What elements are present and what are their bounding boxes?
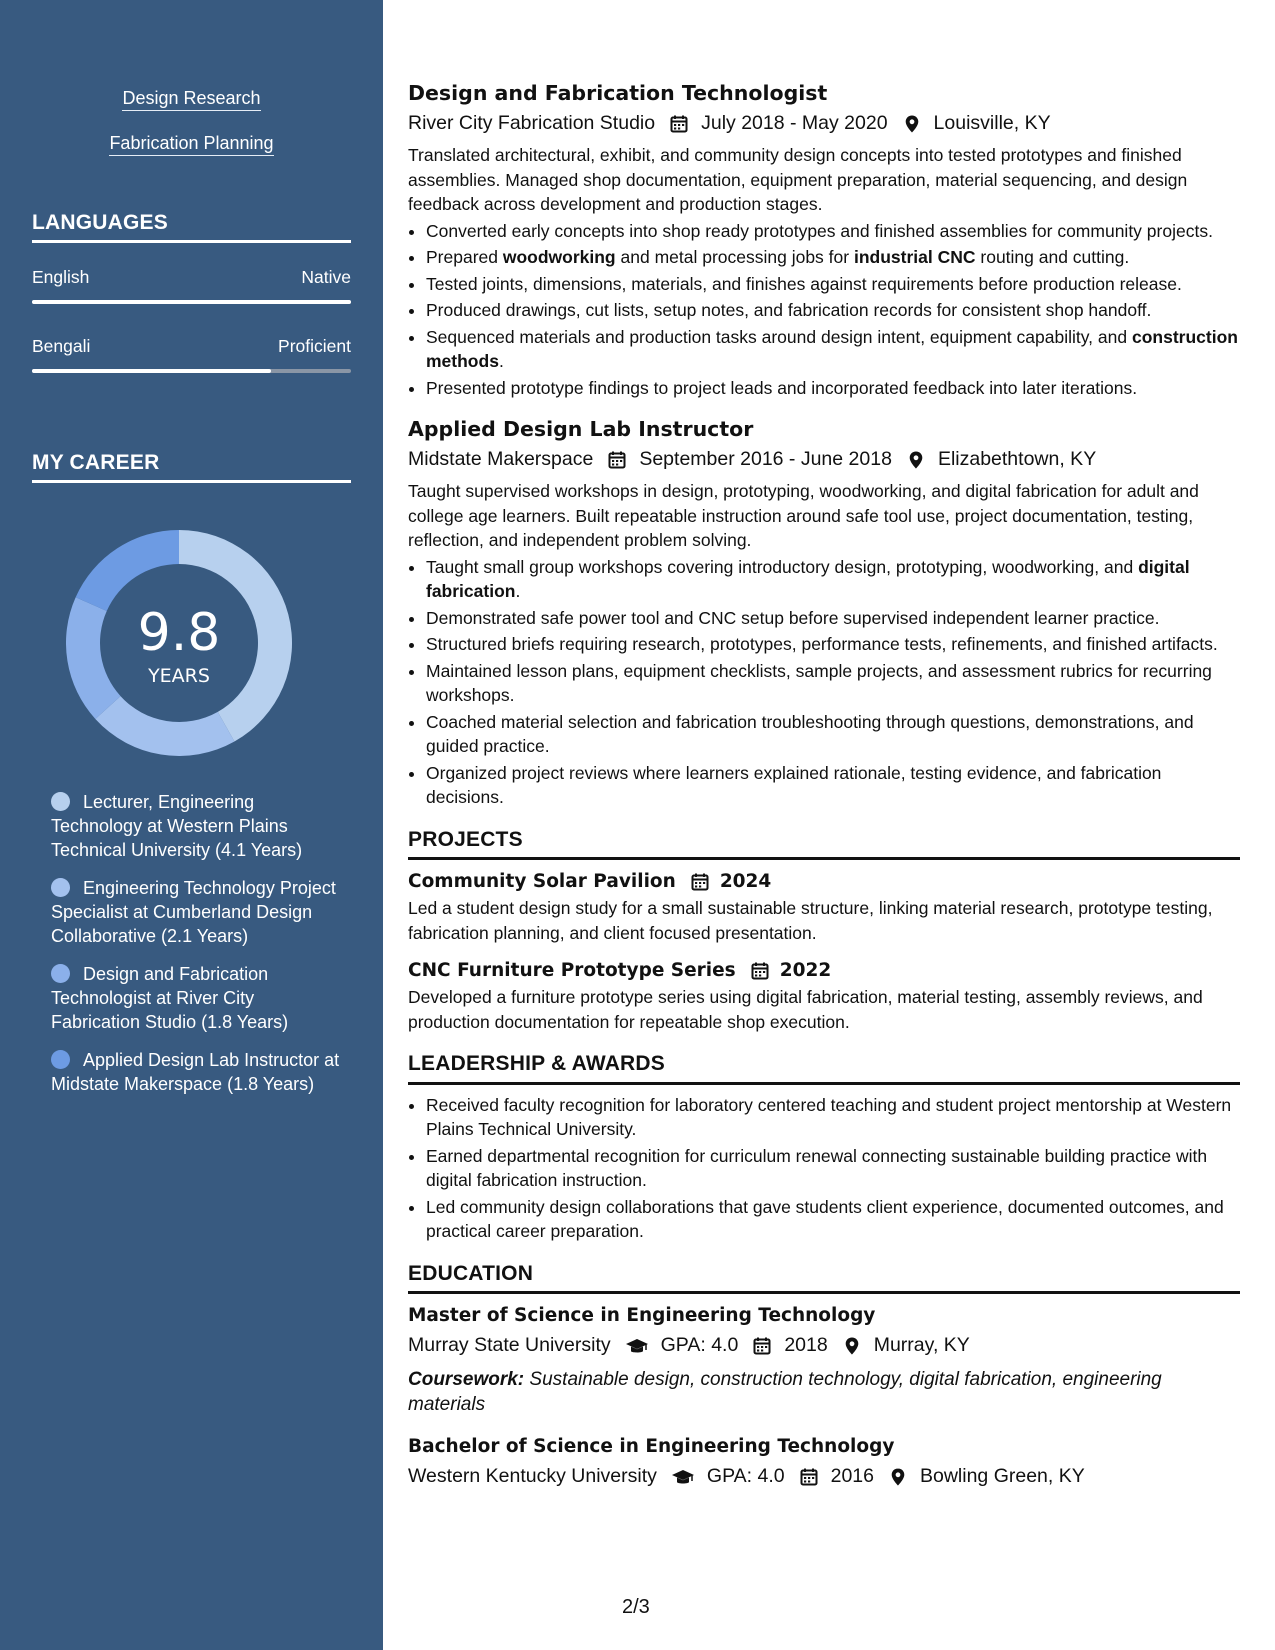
award-item: • Received faculty recognition for laboratory centered teaching and student project mentorship at Western Plains Technical University. xyxy=(426,1093,1240,1142)
job-dates: September 2016 - June 2018 xyxy=(639,448,892,470)
job-bullet xyxy=(426,606,1240,631)
location-pin-icon xyxy=(842,1336,862,1356)
bullet-text: Tested joints, dimensions, materials, and finishes against requirements before production release. xyxy=(426,273,1182,294)
bullet-text: Maintained lesson plans, equipment checklists, sample projects, and assessment rubrics for recurring workshops. xyxy=(426,660,1212,705)
project-description: Developed a furniture prototype series using digital fabrication, material testing, assembly reviews, and production documentation for repeatable shop execution. xyxy=(408,987,1203,1032)
graduation-cap-icon xyxy=(625,1336,649,1356)
language-bar-bengali xyxy=(32,369,351,373)
graduation-cap-icon xyxy=(671,1467,695,1487)
calendar-icon xyxy=(669,114,689,134)
bullet-text: Structured briefs requiring research, prototypes, performance tests, refinements, and finished artifacts. xyxy=(426,634,1218,654)
location-pin-icon xyxy=(902,114,922,134)
job-bullet xyxy=(426,632,1240,657)
education-heading: EDUCATION xyxy=(408,1262,1240,1295)
calendar-icon xyxy=(752,1336,772,1356)
bullet-text: Coached material selection and fabrication troubleshooting through questions, demonstrations, and guided practice. xyxy=(426,711,1194,756)
skill-link-fabrication-planning[interactable]: Fabrication Planning xyxy=(0,133,383,154)
career-years-label: YEARS xyxy=(148,665,210,687)
education-entry xyxy=(408,1433,1240,1492)
graduation-year: 2016 xyxy=(830,1465,874,1487)
job-bullet xyxy=(426,325,1240,374)
job-bullet xyxy=(426,298,1240,323)
bullet-text: Demonstrated safe power tool and CNC setup before supervised independent learner practice. xyxy=(426,607,1160,628)
job-company: Midstate Makerspace xyxy=(408,448,594,470)
career-item xyxy=(51,876,341,948)
bullet-keyword: digital fabrication xyxy=(426,556,1190,601)
awards-list xyxy=(408,1093,1240,1244)
location-pin-icon xyxy=(888,1467,908,1487)
job-company: River City Fabrication Studio xyxy=(408,112,656,134)
career-item xyxy=(51,790,341,862)
award-item: • Earned departmental recognition for curriculum renewal connecting sustainable building practice with digital fabrication instruction. xyxy=(426,1144,1240,1193)
bullet-text: . xyxy=(498,351,504,371)
job-bullet xyxy=(426,219,1240,244)
job-title: Design and Fabrication Technologist xyxy=(408,81,828,105)
job-bullet xyxy=(426,245,1240,270)
education-meta xyxy=(408,1461,1240,1492)
experience-list xyxy=(408,78,1240,810)
project-entry xyxy=(408,868,1240,945)
skill-link-design-research[interactable]: Design Research xyxy=(0,88,383,109)
language-bar-fill xyxy=(32,300,351,304)
career-color-dot xyxy=(51,878,70,897)
school-name: Murray State University xyxy=(408,1334,611,1356)
main-content xyxy=(408,78,1240,1492)
sidebar xyxy=(0,0,383,1650)
career-heading: MY CAREER xyxy=(32,451,351,483)
projects-heading: PROJECTS xyxy=(408,828,1240,861)
project-title: Community Solar Pavilion xyxy=(408,871,676,892)
job-location: Louisville, KY xyxy=(933,112,1051,134)
bullet-keyword: construction methods xyxy=(426,326,1238,371)
bullet-text: . xyxy=(515,581,521,601)
job-entry xyxy=(408,414,1240,810)
project-title-row xyxy=(408,868,1240,896)
bullet-text: and metal processing jobs for xyxy=(615,247,854,267)
project-entry xyxy=(408,957,1240,1034)
gpa: GPA: 4.0 xyxy=(706,1465,785,1487)
calendar-icon xyxy=(690,872,710,892)
calendar-icon xyxy=(607,450,627,470)
donut-segment xyxy=(76,530,179,611)
job-dates: July 2018 - May 2020 xyxy=(701,112,888,134)
career-years-value: 9.8 xyxy=(137,603,221,663)
career-donut-chart xyxy=(66,530,292,756)
bullet-text: Sequenced materials and production tasks around design intent, equipment capability, and xyxy=(426,326,1132,347)
award-item: • Led community design collaborations that gave students client experience, documented outcomes, and practical career preparation. xyxy=(426,1195,1240,1244)
bullet-text: Organized project reviews where learners explained rationale, testing evidence, and fabrication decisions. xyxy=(426,762,1162,807)
calendar-icon xyxy=(750,961,770,981)
awards-heading: LEADERSHIP & AWARDS xyxy=(408,1052,1240,1085)
job-bullet xyxy=(426,272,1240,297)
job-entry xyxy=(408,78,1240,400)
school-location: Murray, KY xyxy=(873,1334,970,1356)
job-description: Translated architectural, exhibit, and community design concepts into tested prototypes and finished assemblies. Managed shop documentation, equipment preparation, material sequencing, and design feedback across development and production stages. xyxy=(408,145,1188,214)
job-title: Applied Design Lab Instructor xyxy=(408,417,754,441)
bullet-keyword: industrial CNC xyxy=(853,247,976,267)
graduation-year: 2018 xyxy=(784,1334,828,1356)
calendar-icon xyxy=(799,1467,819,1487)
project-year: 2022 xyxy=(779,960,832,981)
language-bar-english xyxy=(32,300,351,304)
bullet-text: Presented prototype findings to project leads and incorporated feedback into later iterations. xyxy=(426,377,1138,398)
job-bullets xyxy=(408,219,1240,401)
career-item xyxy=(51,1048,341,1096)
degree-title: Bachelor of Science in Engineering Technology xyxy=(408,1436,895,1457)
career-item-text: Engineering Technology Project Specialist at Cumberland Design Collaborative (2.1 Years) xyxy=(51,878,336,946)
language-level: Native xyxy=(301,267,351,287)
job-description: Taught supervised workshops in design, prototyping, woodworking, and digital fabrication for adult and college age learners. Built repeatable instruction around safe tool use, project documentation, testing, reflection, and independent problem solving. xyxy=(408,481,1199,550)
job-bullet xyxy=(426,659,1240,708)
education-entry xyxy=(408,1302,1240,1417)
language-level: Proficient xyxy=(278,336,351,356)
job-bullet xyxy=(426,710,1240,759)
bullet-text: Prepared xyxy=(426,247,503,267)
career-color-dot xyxy=(51,964,70,983)
career-color-dot xyxy=(51,1050,70,1069)
job-bullet xyxy=(426,761,1240,810)
job-meta xyxy=(408,444,1240,475)
gpa: GPA: 4.0 xyxy=(660,1334,739,1356)
school-name: Western Kentucky University xyxy=(408,1465,657,1487)
project-title-row xyxy=(408,957,1240,985)
donut-segment xyxy=(66,597,121,719)
education-meta xyxy=(408,1330,1240,1361)
languages-heading: LANGUAGES xyxy=(32,211,351,243)
bullet-text: Converted early concepts into shop ready prototypes and finished assemblies for community projects. xyxy=(426,220,1213,241)
page-number: 2/3 xyxy=(622,1596,650,1618)
degree-title: Master of Science in Engineering Technology xyxy=(408,1305,876,1326)
donut-segment xyxy=(95,696,234,756)
location-pin-icon xyxy=(906,450,926,470)
project-title: CNC Furniture Prototype Series xyxy=(408,960,736,981)
language-bar-fill xyxy=(32,369,271,373)
language-name: English xyxy=(32,267,90,287)
bullet-keyword: woodworking xyxy=(502,247,616,267)
project-year: 2024 xyxy=(719,871,772,892)
coursework xyxy=(408,1367,1240,1417)
career-item-text: Lecturer, Engineering Technology at Western Plains Technical University (4.1 Years) xyxy=(51,792,303,860)
bullet-text: routing and cutting. xyxy=(975,247,1130,267)
job-location: Elizabethtown, KY xyxy=(937,448,1097,470)
job-bullets xyxy=(408,555,1240,810)
job-bullet xyxy=(426,376,1240,401)
career-list xyxy=(51,790,341,1110)
job-bullet xyxy=(426,555,1240,604)
projects-list xyxy=(408,868,1240,1034)
language-row-bengali xyxy=(32,336,351,357)
project-description: Led a student design study for a small sustainable structure, linking material research, prototype testing, fabrication planning, and client focused presentation. xyxy=(408,898,1213,943)
language-name: Bengali xyxy=(32,336,91,356)
career-item-text: Design and Fabrication Technologist at River City Fabrication Studio (1.8 Years) xyxy=(51,964,289,1032)
education-list xyxy=(408,1302,1240,1492)
school-location: Bowling Green, KY xyxy=(919,1465,1085,1487)
career-item-text: Applied Design Lab Instructor at Midstate Makerspace (1.8 Years) xyxy=(51,1050,340,1094)
career-color-dot xyxy=(51,792,70,811)
bullet-text: Taught small group workshops covering introductory design, prototyping, woodworking, and xyxy=(426,556,1139,577)
language-row-english xyxy=(32,267,351,288)
job-meta xyxy=(408,108,1240,139)
career-item xyxy=(51,962,341,1034)
coursework-text: Sustainable design, construction technology, digital fabrication, engineering materials xyxy=(408,1369,1162,1415)
bullet-text: Produced drawings, cut lists, setup notes, and fabrication records for consistent shop handoff. xyxy=(426,300,1152,320)
coursework-label: Coursework: xyxy=(408,1369,525,1390)
